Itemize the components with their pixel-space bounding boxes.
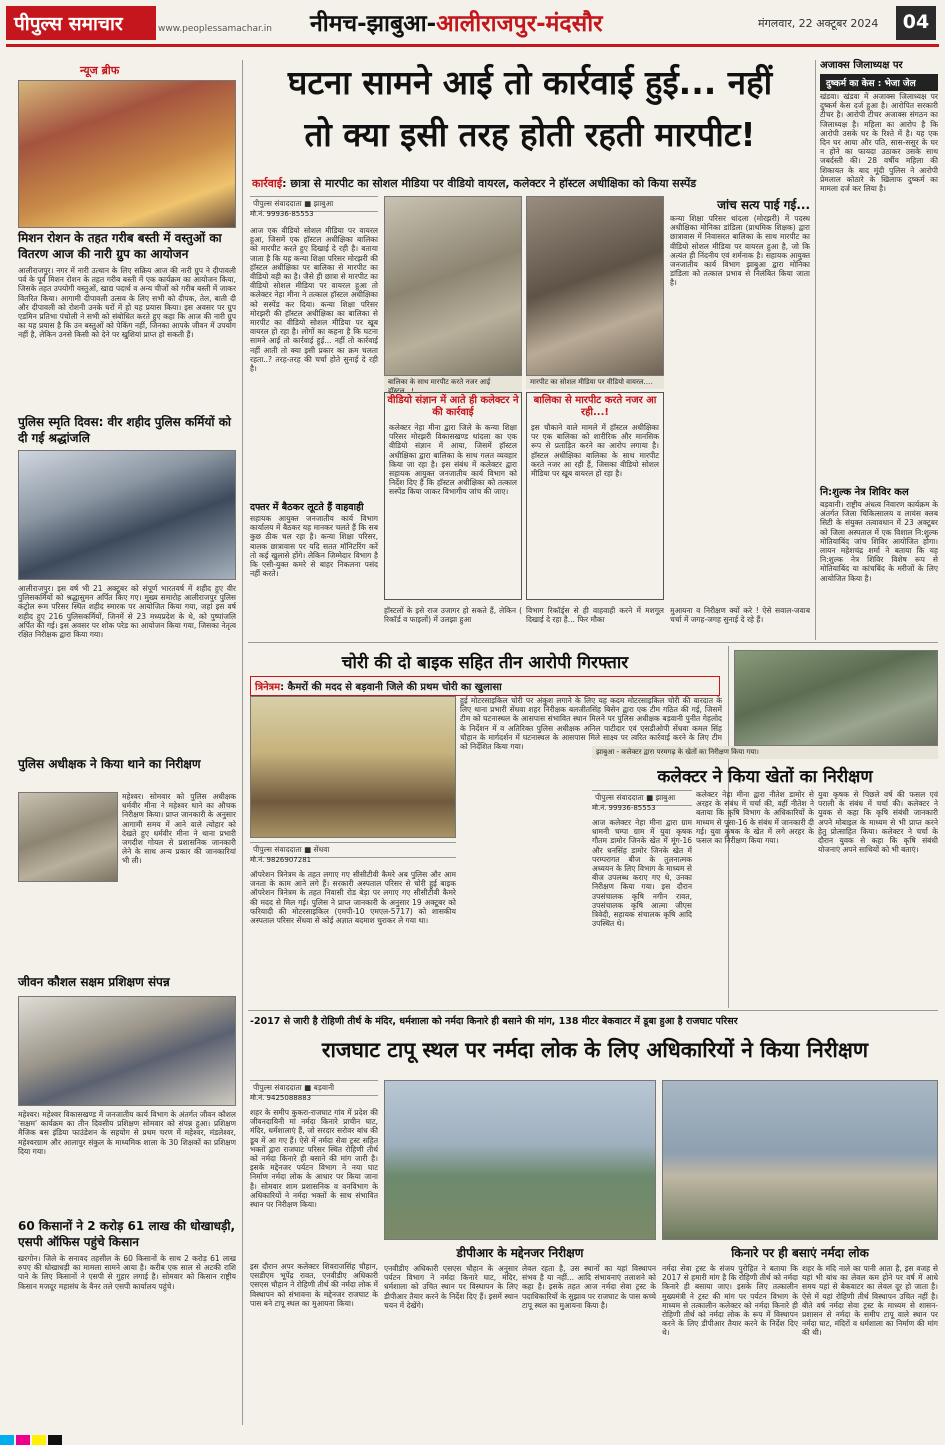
region-part2: आलीराजपुर-मंदसौर — [436, 11, 603, 37]
rajghat-body6: शहर के मंदि नाले का पानी आता है, इस वजह से यहां भी बांध का लेवल कम होने पर वर्ष में आधे समय यहां से बेकवाटर का लेवल दूर हो जाता है। ऐसे में यहां रोहिणी तीर्थ विस्थापन उचित नहीं है। बीते वर्ष नर्मदा सेवा ट्रस्ट के माध्यम से शासन-प्रशासन से नर्मदा के समीप टापू वाले स्थान पर नर्मदा घाट, मंदिरों व धर्मशाला का निर्माण की मांग की थी। — [802, 1264, 938, 1338]
print-color-marks — [0, 1430, 945, 1444]
collector-body3: युवा कृषक से पिछले वर्ष की फसल एवं पराली के संबंध में चर्चा की। कलेक्टर ने युवक से कहा कि कृषि संबंधी जानकारी अपने मोबाइल के माध्यम से भी प्राप्त करने हेतु प्रोत्साहित किया। कलेक्टर ने चर्चा के दौरान युवक से कहा कि कृषि संबंधी योजनाएं अपने साथियों को भी बताएं। — [818, 790, 938, 855]
theft-byline-contact: मो.नं. 9826907281 — [250, 856, 312, 864]
magenta-mark — [16, 1435, 30, 1445]
collector-headline: कलेक्टर ने किया खेतों का निरीक्षण — [657, 767, 873, 787]
yellow-mark — [32, 1435, 46, 1445]
theft-photo — [250, 696, 456, 838]
collector-byline-contact: मो.नं. 99936-85553 — [592, 804, 656, 812]
region-part1: नीमच-झाबुआ- — [310, 11, 437, 37]
column-divider-left — [242, 60, 243, 1425]
rajghat-body2: इस दौरान अपर कलेक्टर शिवराजसिंह चौहान, एसडीएम भूपेंद्र रावत, एनवीडीए अधिकारी एसएस चौहान ने रोहिणी तीर्थ की नर्मदा लोक में विस्थापन को संभावना के मद्देनजर राजघाट के पास बने टापू स्थल का मुआयना किया। — [250, 1262, 378, 1308]
rajghat-photo-1 — [384, 1080, 656, 1240]
column-divider-right — [815, 60, 816, 640]
page-number: 04 — [896, 6, 936, 40]
sidebar1-body: कलेक्टर नेहा मीना द्वारा जिले के कन्या शिक्षा परिसर मोरझरी विकासखण्ड थांदला का एक वीडियो संज्ञान में आया, जिसमें हॉस्टल अधीक्षिका द्वारा बालिका के साथ गलत व्यवहार किया जा रहा है। इस संबंध में कलेक्टर द्वारा सहायक आयुक्त जनजातीय कार्य विभाग को निर्देश दिए हैं कि हॉस्टल अधीक्षिका को तत्काल सस्पेंड किया जाकर विभागीय जांच की जाए। — [389, 423, 517, 497]
story3-headline: पुलिस अधीक्षक ने किया थाने का निरीक्षण — [18, 757, 201, 771]
lead-footer-text3: मुआयना व निरीक्षण क्यों करे ! ऐसे सवाल-जवाब चर्चा में जगह-जगह सुनाई दे रहे हैं। — [670, 606, 810, 625]
collector-body: आज कलेक्टर नेहा मीना द्वारा ग्राम धामनी चम्पा ग्राम में युवा कृषक गौतम डामोर जिनके खेत में मूंग-16 और धनसिंह डामोर जिनके खेत में परम्परागत बीज के तुलनात्मक अध्ययन के लिए विभाग के माध्यम से बीज उपलब्ध कराए गए थे, उनका निरीक्षण किया गया। इस दौरान उपसंचालक कृषि नगीन रावत, उपसंचालक कृषि आत्मा जीएस त्रिवेदी, सहायक संचालक कृषि आदि उपस्थित थे। — [592, 818, 692, 929]
lead-photo-1 — [384, 196, 522, 376]
black-mark — [48, 1435, 62, 1445]
rajghat-body5: नर्मदा सेवा ट्रस्ट के संजय पुरोहित ने बताया कि 2017 से हमारी मांग है कि रोहिणी तीर्थ को नर्मदा किनारे ही बसाया जाए। इसके लिए तत्कालीन मुख्यमंत्री ने ट्रस्ट की मांग पर पर्यटन विभाग के माध्यम से तत्कालीन कलेक्टर को नर्मदा किनारे ही रोहिणी तीर्थ को नर्मदा लोक के रूप में विस्थापन करने के लिए डीपीआर तैयार करने के निर्देश दिए थे। — [662, 1264, 798, 1338]
masthead-website: www.peoplessamachar.in — [158, 24, 272, 34]
lead-photo-2 — [526, 196, 664, 376]
theft-byline: पीपुल्स संवाददाता ■ सेंधवा — [250, 842, 456, 858]
rajghat-photo-2 — [662, 1080, 938, 1240]
story1-body: आलीराजपुर। नगर में नारी उत्थान के लिए सक्रिय आज की नारी ग्रुप ने दीपावली पर्व के पूर्व मिशन रोशन के तहत गरीब बस्ती में एक कार्यक्रम का आयोजन किया, जिसके तहत उपयोगी वस्तुओं, खाद्य पदार्थ व अन्य चीजों को गरीब बस्ती में जाकर वितरित किया। आगामी दीपावली उत्सव के लिए सभी को दीपक, तेल, बाती दी और दीपावली को रोशनी उनके घरों में हो यह प्रयास किया। इस अवसर पर ग्रुप एडमिन प्रतिभा पंचोली ने सभी को संबोधित करते हुए कहा कि आज की नारी ग्रुप का यह प्रयास है कि उन बस्तुओं को पेकिंग नहीं, जिनका आपके जीवन में उपयोग नहीं है, लेकिन उनसे किसी को देने पर खुशियां प्राप्त हो सकती हैं। — [18, 266, 236, 340]
lead-footer-text2: विभाग रिकॉर्ड्स से ही वाहवाही करने में मशगूल दिखाई दे रहा है... फिर मौका — [526, 606, 664, 625]
rajghat-banner-strip: -2017 से जारी है रोहिणी तीर्थ के मंदिर, धर्मशाला को नर्मदा किनारे ही बसाने की मांग, 138 मीटर बेकवाटर में डूबा हुआ है राजघाट परिसर — [250, 1016, 738, 1027]
masthead-region — [310, 6, 603, 38]
lead-kicker — [252, 176, 812, 191]
theft-headline: चोरी की दो बाइक सहित तीन आरोपी गिरफ्तार — [341, 653, 629, 673]
rajghat-byline: पीपुल्स संवाददाता ■ बड़वानी — [250, 1080, 378, 1096]
rajghat-headline: राजघाट टापू स्थल पर नर्मदा लोक के लिए अधिकारियों ने किया निरीक्षण — [321, 1038, 869, 1062]
probe-headline: जांच सत्य पाई गई... — [717, 198, 810, 212]
theft-kicker-label: त्रिनेत्रम — [255, 682, 281, 693]
probe-body: कन्या शिक्षा परिसर थांदला (मोरझरी) में पदस्थ अधीक्षिका मोनिका डांडिला (प्राथमिक शिक्षक) द्वारा छात्रावास में निवासरत बालिका के साथ मारपीट का वीडियो सोशल मीडिया पर वायरल हुआ है, जो कि अत्यंत ही निंदनीय एवं शर्मनाक है। सहायक आयुक्त जनजातीय कार्य विभाग झाबुआ द्वारा मोनिका डांडिला को तत्काल प्रभाव से निलंबित किया जाता है। — [670, 214, 810, 288]
rajghat-body: शहर के समीप कुकरा-राजघाट गांव में प्रदेश की जीवनदायिनी मां नर्मदा किनारे प्राचीन घाट, मंदिर, धर्मशालाएं हैं, जो सरदार सरोवर बांध की डूब में आ गए हैं। ऐसे में नर्मदा सेवा ट्रस्ट सहित भक्तों द्वारा राजघाट परिसर स्थित रोहिणी तीर्थ को नर्मदा किनारे ही बसाने की मांग जारी है। इसके मद्देनजर पर्यटन विभाग ने नया घाट निर्माण नर्मदा लोक के आधार पर किया जाना है। सोमवार शाम प्रशासनिक व वनविभाग के अधिकारियों ने नर्मदा भक्तों के साथ संभावित स्थान पर निरीक्षण किया। — [250, 1108, 378, 1210]
theft-kicker-text: : कैमरों की मदद से बड़वानी जिले की प्रथम चोरी का खुलासा — [280, 682, 502, 693]
lead-photo1-caption: बालिका के साथ मारपीट करते नजर आई हॉस्टल...! — [384, 376, 522, 398]
rajghat-byline-contact: मो.नं. 9425088883 — [250, 1094, 312, 1102]
section-divider-2 — [248, 1010, 938, 1011]
lead-byline: पीपुल्स संवाददाता ■ झाबुआ — [250, 196, 378, 212]
right-body: खंडवा। खंडवा में अजाक्स जिलाध्यक्ष पर दुष्कर्म केस दर्ज हुआ है। आरोपित सरकारी टीचर है। आरोपी टीचर अजाक्स संगठन का जिलाध्यक्ष है। महिला का आरोप है कि आरोपी उसके घर के रिश्ते में है। यह एक दिन घर आया और पति, सास-ससुर के घर न होने का फायदा उठाकर उसके साथ जबर्दस्ती की। 28 वर्षीय महिला की शिकायत के बाद मूंदी पुलिस ने आरोपी प्रेमलाल कोठारे के खिलाफ दुष्कर्म का मामला दर्ज कर लिया है। — [820, 92, 938, 194]
right-headline-bottom: दुष्कर्म का केस : भेजा जेल — [820, 74, 938, 91]
rajghat-body4: लेवल रहता है, उस स्थानों का यहां विस्थापन संभव है या नहीं... आदि संभावनाएं तलाशने को कहा है। इसके तहत आज नर्मदा सेवा ट्रस्ट के पदाधिकारियों के सुझाव पर राजघाट के पास कच्चे टापू स्थल का मुआयना किया है। — [522, 1264, 656, 1310]
news-brief-label: न्यूज ब्रीफ — [80, 64, 120, 77]
police-memorial-photo — [18, 450, 236, 580]
masthead-logo: पीपुल्स समाचार — [6, 6, 156, 40]
story5-headline: 60 किसानों ने 2 करोड़ 61 लाख की धोखाधड़ी, एसपी ऑफिस पहुंचे किसान — [18, 1219, 236, 1249]
story5-body: खरगोन। जिले के सनावद तहसील के 60 किसानों के साथ 2 करोड़ 61 लाख रुपए की धोखाधड़ी का मामला सामने आया है। करीब एक साल से अटकी राशि पाने के लिए किसानों ने एसपी से गुहार लगाई है। सोमवार को किसान राष्ट्रीय किसान मजदूर महासंघ के बैनर तले एसपी कार्यालय पहुंचे। — [18, 1254, 236, 1291]
story4-headline: जीवन कौशल सक्षम प्रशिक्षण संपन्न — [18, 975, 170, 989]
collector-body2: कलेक्टर नेहा मीना द्वारा नीतेश डामोर से अरहर के संबंध में चर्चा की, वहीं नीतेश ने बताया कि कृषि विभाग के अधिकारियों के माध्यम से पूसा-16 के संबंध में जानकारी दी गई। युवा कृषक के खेत में लगे अरहर के फसल का निरीक्षण किया गया। — [696, 790, 814, 846]
sidebar1-headline: वीडियो संज्ञान में आते ही कलेक्टर ने की कार्रवाई — [387, 395, 519, 418]
theft-body: ऑपरेशन त्रिनेत्रम के तहत लगाए गए सीसीटीवी कैमरे अब पुलिस और आम जनता के काम आने लगे हैं। सरकारी अस्पताल परिसर से चोरी हुई बाइक ऑपरेशन त्रिनेत्रम के तहत निवासी रोड बेड़ा पर लगाए गए सीसीटीवी कैमरे की मदद से मिल गई। पुलिस ने प्राप्त जानकारी के अनुसार 19 अक्टूबर को फरियादी की मोटरसाइकिल (एमपी-10 एमएल-5717) को शासकीय अस्पताल परिसर सेंधवा से कोई अज्ञात बदमाश चुराकर ले गया था। — [250, 870, 456, 926]
sp-inspection-photo — [18, 792, 118, 882]
rajghat-photo2-caption: किनारे पर ही बसाएं नर्मदा लोक — [731, 1246, 869, 1260]
training-photo — [18, 996, 236, 1106]
story3-body: महेश्वर। सोमवार को पुलिस अधीक्षक धर्मवीर मीना ने महेश्वर थाने का औचक निरीक्षण किया। प्राप्त जानकारी के अनुसार आगामी समय में आने वाले त्योहार को देखते हुए धर्मवीर मीना ने थाना प्रभारी जगदीश गोयल से प्रशासनिक जानकारी लेने के साथ अन्य प्रकार की जानकारियां भी ली। — [122, 792, 236, 866]
masthead-date: मंगलवार, 22 अक्टूबर 2024 — [758, 17, 879, 30]
rajghat-body3: एनवीडीए अधिकारी एसएस चौहान के अनुसार पर्यटन विभाग ने नर्मदा किनारे घाट, मंदिर, धर्मशाला को उचित स्थान पर विस्थापन के लिए डीपीआर तैयार करने के निर्देश दिए हैं। इसमें स्थान चयन में देखेंगे। — [384, 1264, 518, 1310]
sidebar2-box — [526, 392, 664, 600]
collector-byline: पीपुल्स संवाददाता ■ झाबुआ — [592, 790, 692, 806]
sidebar2-headline: बालिका से मारपीट करते नजर आ रही...! — [533, 395, 657, 418]
rajghat-photo1-caption: डीपीआर के मद्देनजर निरीक्षण — [456, 1246, 584, 1260]
lead-col1-body: आज एक वीडियो सोशल मीडिया पर वायरल हुआ, जिसमें एक हॉस्टल अधीक्षिका बालिका को मारपीट करते हुए दिखाई दे रही है। बताया जाता है कि यह कन्या शिक्षा परिसर मोरझरी की हॉस्टल अधीक्षिका पर बालिका से मारपीट का वीडियो वही का है। जैसे ही छात्रा से मारपीट का वीडियो सोशल मीडिया पर वायरल हुआ तो कलेक्टर नेहा मीना ने तत्काल हॉस्टल अधीक्षिका को सस्पेंड कर दिया। कन्या शिक्षा परिसर मोरझरी की हॉस्टल अधीक्षिका का बालिका से मारपीट का वीडियो सोशल मीडिया पर खूब वायरल हो रहा है। लोगों का कहना है कि घटना सामने आई तो कार्रवाई हुई... नहीं तो कार्रवाई नहीं आती तो क्या इसी प्रकार का क्रम चलता रहता..? तरह-तरह की चर्चा होते सुनाई दे रही है। — [250, 226, 378, 374]
sidebar2-body: इस चौकाने वाले मामले में हॉस्टल अधीक्षिका पर एक बालिका को शारीरिक और मानसिक रूप से प्रताड़ित करने का आरोप लगाया है। हॉस्टल अधीक्षिका बालिका के साथ मारपीट करते नजर आ रही हैं, जिसका वीडियो सोशल मीडिया पर खूब वायरल हो रहा है। — [531, 423, 659, 479]
lead-byline-contact: मो.नं. 99936-85553 — [250, 210, 314, 218]
aaj-ki-nari-photo — [18, 80, 236, 228]
section-divider-1 — [248, 642, 938, 643]
theft-body2: हुई मोटरसाइकिल चोरी पर अंकुश लगाने के लिए यह कदम मोटरसाइकिल चोरी की वारदात के लिए थाना प्रभारी सेंधवा शहर निरीक्षक बलजीतसिंह बिसेन द्वारा एक टीम गठित की गई, जिसमें टीम को घटनास्थल के आसपास संभावित स्थान मिलने पर पुलिस अधीक्षक बड़वानी पुनीत गेहलोद के निर्देशन में व अतिरिक्त पुलिस अधीक्षक अनिल पाटीदार एवं एसडीओपी सेंधवा कमल सिंह चौहान के मार्गदर्शन में घटनास्थल के आसपास मिले साक्ष्य पर त्वरित कार्रवाई करने के लिए टीम को निर्देशित किया गया। — [460, 696, 722, 752]
story1-headline: मिशन रोशन के तहत गरीब बस्ती में वस्तुओं का वितरण आज की नारी ग्रुप का आयोजन — [18, 231, 222, 261]
theft-kicker — [250, 676, 720, 696]
story4-body: महेश्वर। महेश्वर विकासखण्ड में जनजातीय कार्य विभाग के अंतर्गत जीवन कौशल 'सक्षम' कार्यक्रम का तीन दिवसीय प्रशिक्षण सोमवार को संपन्न हुआ। प्रशिक्षण मैजिक बस इंडिया फाउंडेशन के सहयोग से प्रथम चरण में महेश्वर, मंडलेश्वर, महेश्वरग्राम और आलापुर संकुल के माध्यमिक शाला के 30 शिक्षकों का प्रशिक्षण दिया गया। — [18, 1110, 236, 1156]
lead-col1-body2: सहायक आयुक्त जनजातीय कार्य विभाग कार्यालय में बैठकर यह मानकर चलते हैं कि सब कुछ ठीक चल रहा है। कन्या शिक्षा परिसर, बालक छात्रावास पर यदि सतत मॉनिटरिंग करें तो कई खुलासे होंगे। लेकिन जिम्मेदार विभाग है कि एसी-युक्त कमरे से बाहर निकलना पसंद नहीं करते। — [250, 514, 378, 579]
collector-photo-caption: झाबुआ - कलेक्टर द्वारा परमगढ़ के खेतों का निरीक्षण किया गया। — [592, 746, 938, 759]
sidebar1-box — [384, 392, 522, 600]
right-body2: बड़वानी। राष्ट्रीय अंधत्व निवारण कार्यक्रम के अंतर्गत जिला चिकित्सालय व लायंस क्लब सिटी के संयुक्त तत्वावधान में 23 अक्टूबर को जिला अस्पताल में एक विशाल नि:शुल्क मोतियाबिंद जांच शिविर आयोजित होगा। लायन महेशचंद्र शर्मा ने बताया कि यह नि:शुल्क नेत्र शिविर विशेष रूप से मोतियाबिंद या कांचबिंद के मरीजों के लिए आयोजित किया है। — [820, 500, 938, 583]
story2-body: आलीराजपुर। इस वर्ष भी 21 अक्टूबर को संपूर्ण भारतवर्ष में शहीद हुए वीर पुलिसकर्मियों को श्रद्धासुमन अर्पित किए गए। मुख्य समारोह आलीराजपुर पुलिस कंट्रोल रूम परिसर स्थित शहीद स्मारक पर आयोजित किया गया, जहां इस वर्ष शहीद हुए 216 पुलिसकर्मियों, जिनमें से 23 मध्यप्रदेश के थे, को पुष्पांजलि अर्पित की गई। इस अवसर पर शोक परेड का आयोजन किया गया, जिसका नेतृत्व रक्षित निरीक्षक द्वारा किया गया। — [18, 584, 236, 640]
lead-kicker-label: कार्रवाई — [252, 177, 283, 190]
right-headline-top: अजाक्स जिलाध्यक्ष पर — [820, 60, 903, 71]
right-subhead: नि:शुल्क नेत्र शिविर कल — [820, 487, 909, 498]
story2-headline: पुलिस स्मृति दिवस: वीर शहीद पुलिस कर्मियों को दी गई श्रद्धांजलि — [18, 415, 232, 445]
lead-footer-text1: हॉस्टलों के इसे राज उजागर हो सकते हैं, लेकिन ( रिकॉर्ड व फाइलों) में उलझा हुआ — [384, 606, 522, 625]
lead-headline-line2: तो क्या इसी तरह होती रहती मारपीट! — [304, 115, 756, 154]
lead-kicker-text: : छात्रा से मारपीट का सोशल मीडिया पर वीडियो वायरल, कलेक्टर ने हॉस्टल अधीक्षिका को किया सस्पेंड — [282, 177, 697, 190]
lead-col1-subhead: दफ्तर में बैठकर लूटते हैं वाहवाही — [250, 502, 364, 513]
lead-headline-line1: घटना सामने आई तो कार्रवाई हुई... नहीं — [287, 63, 773, 102]
cyan-mark — [0, 1435, 14, 1445]
masthead-rule — [6, 44, 939, 47]
collector-field-photo — [734, 650, 938, 746]
lead-photo2-caption: मारपीट का सोशल मीडिया पर वीडियो वायरल.... — [526, 376, 664, 389]
